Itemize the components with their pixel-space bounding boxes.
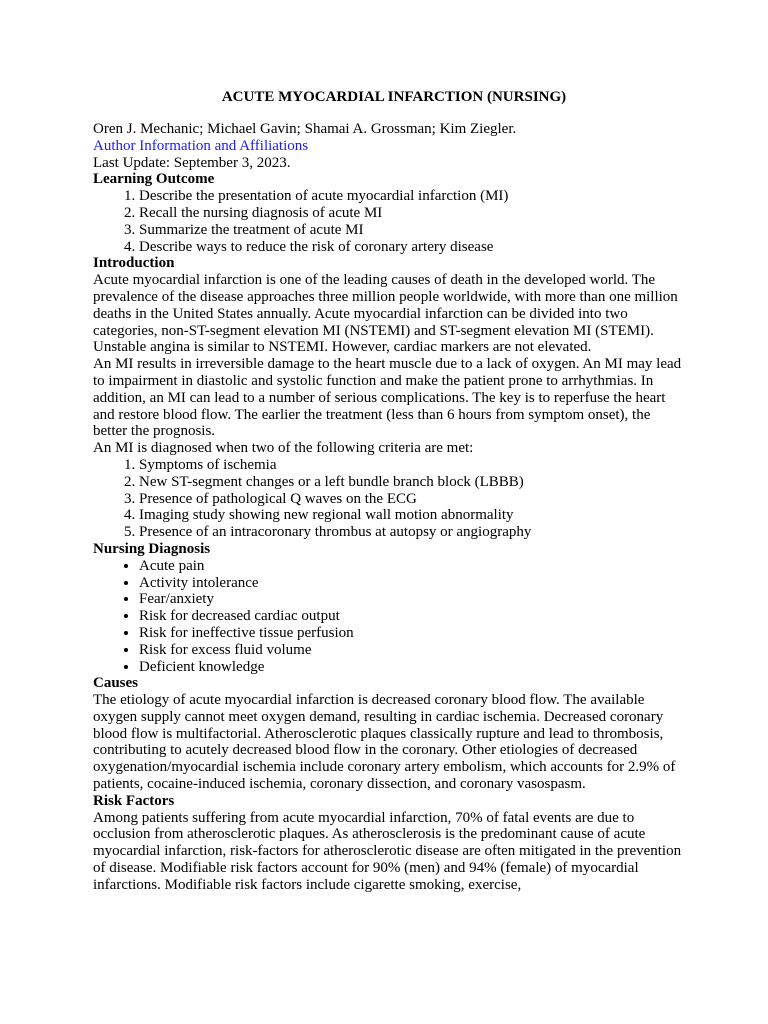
list-item: • Risk for decreased cardiac output	[139, 608, 683, 625]
author-list: Oren J. Mechanic; Michael Gavin; Shamai A. Grossman; Kim Ziegler.	[93, 121, 517, 137]
list-item: • Fear/anxiety	[139, 591, 683, 608]
causes-paragraph: The etiology of acute myocardial infarction is decreased coronary blood flow. The available oxygen supply cannot meet oxygen demand, resulting in cardiac ischemia. Decreased coronary blood flow is multifactorial. Atherosclerotic plaques classically rupture and lead to thrombosis, contributing to acutely decreased blood flow in the coronary. Other etiologies of decreased oxygenation/myocardial ischemia include coronary artery embolism, which accounts for 2.9% of patients, cocaine-induced ischemia, coronary dissection, and coronary vasospasm.	[93, 692, 676, 793]
learning-outcome-list	[93, 188, 683, 255]
list-item: 3. Summarize the treatment of acute MI	[139, 222, 683, 239]
list-item: 5. Presence of an intracoronary thrombus at autopsy or angiography	[139, 524, 683, 541]
list-item: 1. Describe the presentation of acute myocardial infarction (MI)	[139, 188, 683, 205]
last-update: Last Update: September 3, 2023.	[93, 154, 291, 171]
causes-heading: Causes	[93, 675, 139, 692]
nursing-diagnosis-heading: Nursing Diagnosis	[93, 540, 211, 557]
list-item: 4. Describe ways to reduce the risk of coronary artery disease	[139, 239, 683, 256]
risk-factors-paragraph: Among patients suffering from acute myocardial infarction, 70% of fatal events are due to occlusion from atherosclerotic plaques. As atherosclerosis is the predominant cause of acute myocardial infarction, risk-factors for atherosclerotic disease are often mitigated in the prevention of disease. Modifiable risk factors account for 90% (men) and 94% (female) of myocardial infarctions. Modifiable risk factors include cigarette smoking, exercise,	[93, 809, 682, 893]
learning-outcome-heading: Learning Outcome	[93, 171, 215, 188]
list-item: • Deficient knowledge	[139, 659, 683, 676]
author-info-link[interactable]: Author Information and Affiliations	[93, 137, 309, 154]
list-item: • Acute pain	[139, 558, 683, 575]
introduction-paragraph: Acute myocardial infarction is one of the leading causes of death in the developed world. The prevalence of the disease approaches three million people worldwide, with more than one million deaths in the United States annually. Acute myocardial infarction can be divided into two categories, non-ST-segment elevation MI (NSTEMI) and ST-segment elevation MI (STEMI). Unstable angina is similar to NSTEMI. However, cardiac markers are not elevated.	[93, 272, 678, 356]
list-item: • Risk for excess fluid volume	[139, 642, 683, 659]
introduction-heading: Introduction	[93, 255, 175, 272]
list-item: • Risk for ineffective tissue perfusion	[139, 625, 683, 642]
document-body	[93, 88, 683, 894]
page-title: ACUTE MYOCARDIAL INFARCTION (NURSING)	[221, 89, 567, 105]
list-item: 3. Presence of pathological Q waves on the ECG	[139, 491, 683, 508]
list-item: 4. Imaging study showing new regional wall motion abnormality	[139, 507, 683, 524]
list-item: 2. Recall the nursing diagnosis of acute MI	[139, 205, 683, 222]
nursing-diagnosis-list	[93, 558, 683, 676]
risk-factors-heading: Risk Factors	[93, 792, 175, 809]
list-item: • Activity intolerance	[139, 575, 683, 592]
list-item: 2. New ST-segment changes or a left bundle branch block (LBBB)	[139, 474, 683, 491]
criteria-lead: An MI is diagnosed when two of the following criteria are met:	[93, 440, 474, 457]
introduction-paragraph: An MI results in irreversible damage to the heart muscle due to a lack of oxygen. An MI may lead to impairment in diastolic and systolic function and make the patient prone to arrhythmias. In addition, an MI can lead to a number of serious complications. The key is to reperfuse the heart and restore blood flow. The earlier the treatment (less than 6 hours from symptom onset), the better the prognosis.	[93, 356, 682, 440]
diagnostic-criteria-list	[93, 457, 683, 541]
list-item: 1. Symptoms of ischemia	[139, 457, 683, 474]
